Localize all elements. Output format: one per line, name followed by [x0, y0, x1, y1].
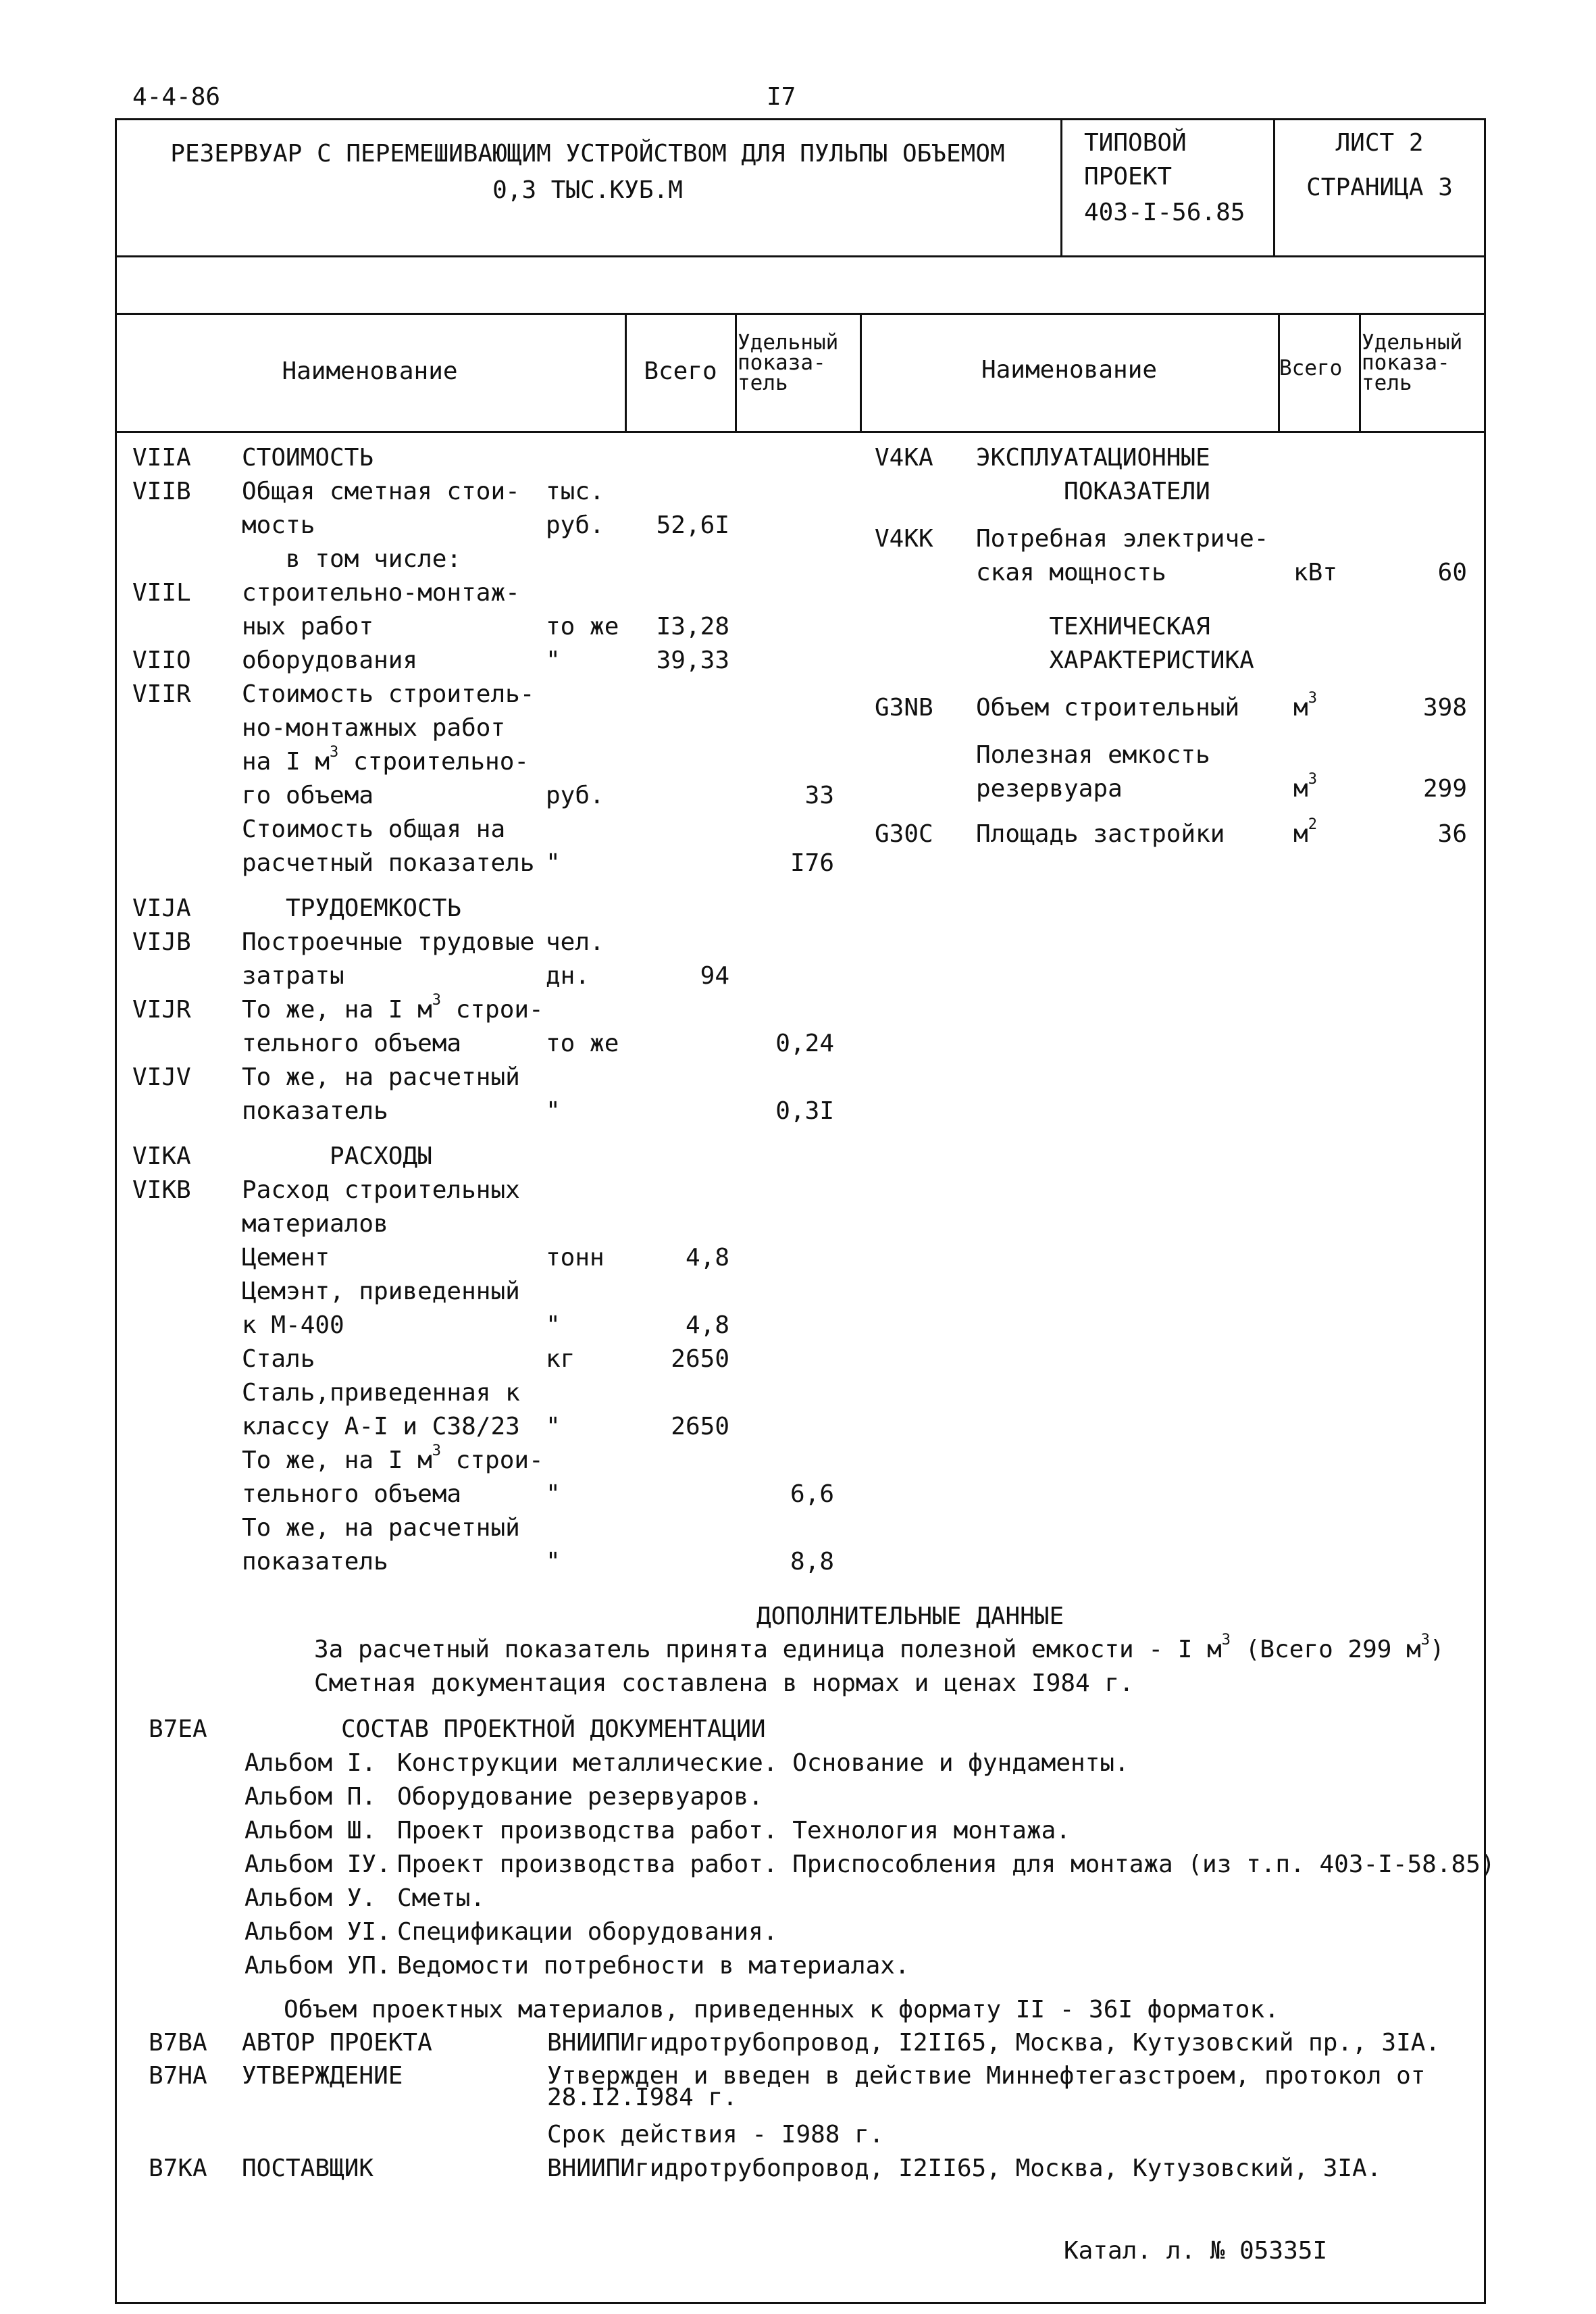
row-code: VIJA: [132, 895, 191, 922]
row-total: I3,28: [656, 613, 729, 640]
row-unit: руб.: [546, 511, 604, 539]
row-name: РАСХОДЫ: [242, 1142, 432, 1170]
row-name: Сталь,приведенная к: [242, 1379, 520, 1407]
col-spec-header-1: Удельный: [738, 330, 839, 355]
row-unit: ": [546, 849, 561, 877]
frame-right: [1484, 118, 1486, 2304]
album-label: Альбом I.: [244, 1749, 377, 1777]
additional-line-1: За расчетный показатель принята единица полезной емкости - I $м^3$ (Всего 299 $м^3$): [314, 1632, 1445, 1663]
row-name: Построечные трудовые: [242, 928, 535, 956]
page-number: I7: [767, 83, 796, 111]
approval-label: УТВЕРЖДЕНИЕ: [242, 2062, 403, 2090]
right-row-unit: кВт: [1293, 559, 1338, 586]
frame-top: [115, 118, 1486, 120]
frame-bottom: [115, 2302, 1486, 2304]
row-unit: ": [546, 1311, 561, 1339]
right-row-unit: $м^3$: [1293, 690, 1317, 722]
row-total: 39,33: [656, 647, 729, 674]
row-unit: руб.: [546, 782, 604, 809]
row-name: показатель: [242, 1097, 388, 1125]
right-row-unit: $м^2$: [1293, 816, 1317, 848]
row-name: затраты: [242, 962, 344, 990]
row-unit: чел.: [546, 928, 604, 956]
album-label: Альбом УП.: [244, 1952, 391, 1980]
album-title: Конструкции металлические. Основание и фундаменты.: [397, 1749, 1129, 1777]
right-row-name: ХАРАКТЕРИСТИКА: [976, 647, 1254, 674]
album-label: Альбом IУ.: [244, 1851, 391, 1878]
right-row-name: Площадь застройки: [976, 820, 1225, 848]
right-row-name: Объем строительный: [976, 694, 1240, 722]
supplier-text: ВНИИПИгидротрубопровод, I2II65, Москва, Кутузовский, 3IА.: [547, 2155, 1382, 2182]
right-row-code: V4KA: [875, 444, 933, 472]
row-unit: ": [546, 1480, 561, 1508]
supplier-code: В7КА: [149, 2155, 207, 2182]
row-name: То же, на расчетный: [242, 1514, 520, 1542]
row-unit: дн.: [546, 962, 590, 990]
album-title: Проект производства работ. Приспособления для монтажа (из т.п. 403-I-58.85): [397, 1851, 1495, 1878]
row-name: Стоимость общая на: [242, 815, 506, 843]
row-unit: тыс.: [546, 478, 604, 505]
composition-heading: СОСТАВ ПРОЕКТНОЙ ДОКУМЕНТАЦИИ: [341, 1715, 766, 1743]
row-name: Расход строительных: [242, 1176, 520, 1204]
album-title: Оборудование резервуаров.: [397, 1783, 763, 1811]
row-code: VIIR: [132, 680, 191, 708]
row-spec: 0,24: [775, 1030, 834, 1057]
row-spec: 0,3I: [775, 1097, 834, 1125]
album-label: Альбом У.: [244, 1884, 377, 1912]
col-spec-right-header-3: тель: [1362, 371, 1412, 395]
row-code: VIJV: [132, 1063, 191, 1091]
right-row-code: G3NB: [875, 694, 933, 722]
row-unit: ": [546, 1413, 561, 1440]
row-name: строительно-монтаж-: [242, 579, 520, 607]
album-label: Альбом УI.: [244, 1918, 391, 1946]
col-name-header: Наименование: [282, 357, 458, 385]
row-name: ных работ: [242, 613, 374, 640]
row-name: на I $м^3$ строительно-: [242, 744, 530, 776]
right-row-name: ЭКСПЛУАТАЦИОННЫЕ: [976, 444, 1210, 472]
row-name: То же, на I $м^3$ строи-: [242, 992, 544, 1024]
right-row-value: 36: [1437, 820, 1467, 848]
album-label: Альбом П.: [244, 1783, 377, 1811]
row-unit: тонн: [546, 1244, 604, 1272]
row-code: VIIL: [132, 579, 191, 607]
col-spec-right-header-1: Удельный: [1362, 330, 1463, 355]
right-row-name: ТЕХНИЧЕСКАЯ: [976, 613, 1210, 640]
row-name: Стоимость строитель-: [242, 680, 535, 708]
composition-code: В7ЕА: [149, 1715, 207, 1743]
row-name: мость: [242, 511, 315, 539]
row-unit: ": [546, 1097, 561, 1125]
row-code: VIIB: [132, 478, 191, 505]
col-name-right-header: Наименование: [981, 356, 1158, 384]
right-row-value: 299: [1422, 775, 1467, 803]
right-row-value: 398: [1422, 694, 1467, 722]
row-name: го объема: [242, 782, 374, 809]
author-text: ВНИИПИгидротрубопровод, I2II65, Москва, Кутузовский пр., 3IА.: [547, 2029, 1441, 2057]
col-total-right-header: Всего: [1279, 356, 1343, 380]
row-total: 2650: [671, 1413, 729, 1440]
album-title: Ведомости потребности в материалах.: [397, 1952, 910, 1980]
author-label: АВТОР ПРОЕКТА: [242, 2029, 432, 2057]
row-code: VIIA: [132, 444, 191, 472]
col-spec-header-2: показа-: [738, 351, 826, 375]
row-name: но-монтажных работ: [242, 714, 506, 742]
doc-title-line2: 0,3 ТЫС.КУБ.М: [492, 176, 683, 204]
row-name: оборудования: [242, 647, 418, 674]
row-total: 4,8: [685, 1311, 729, 1339]
right-row-name: ская мощность: [976, 559, 1166, 586]
col-spec-right-header-2: показа-: [1362, 351, 1450, 375]
right-row-code: G30C: [875, 820, 933, 848]
row-unit: то же: [546, 613, 619, 640]
right-row-name: ПОКАЗАТЕЛИ: [976, 478, 1210, 505]
page-label: СТРАНИЦА 3: [1306, 174, 1453, 201]
right-row-unit: $м^3$: [1293, 771, 1317, 803]
author-code: В7ВА: [149, 2029, 207, 2057]
project-label-1: ТИПОВОЙ: [1084, 129, 1187, 157]
supplier-label: ПОСТАВЩИК: [242, 2155, 374, 2182]
col-total-header: Всего: [644, 357, 717, 385]
album-label: Альбом Ш.: [244, 1817, 377, 1844]
row-spec: I76: [790, 849, 834, 877]
row-spec: 8,8: [790, 1548, 834, 1576]
additional-line-2: Сметная документация составлена в нормах и ценах I984 г.: [314, 1669, 1134, 1697]
album-title: Сметы.: [397, 1884, 486, 1912]
approval-text: Утвержден и введен в действие Миннефтегазстроем, протокол от: [547, 2062, 1426, 2090]
sheet-label: ЛИСТ 2: [1335, 129, 1424, 157]
row-name: То же, на расчетный: [242, 1063, 520, 1091]
right-row-name: Потребная электриче-: [976, 525, 1269, 553]
row-name: классу А-I и С38/23: [242, 1413, 520, 1440]
row-unit: ": [546, 1548, 561, 1576]
row-spec: 33: [804, 782, 834, 809]
row-name: СТОИМОСТЬ: [242, 444, 374, 472]
row-name: расчетный показатель: [242, 849, 535, 877]
validity-text: Срок действия - I988 г.: [547, 2121, 884, 2148]
catalog-number: Катал. л. № 05335I: [1064, 2237, 1328, 2265]
project-number: 403-I-56.85: [1084, 199, 1245, 226]
row-name: к М-400: [242, 1311, 344, 1339]
frame-left: [115, 118, 117, 2304]
approval-date: 28.I2.I984 г.: [547, 2084, 738, 2111]
right-row-code: V4KK: [875, 525, 933, 553]
row-spec: 6,6: [790, 1480, 834, 1508]
row-code: VIKB: [132, 1176, 191, 1204]
row-name: Цемэнт, приведенный: [242, 1278, 520, 1305]
row-unit: кг: [546, 1345, 575, 1373]
project-label-2: ПРОЕКТ: [1084, 163, 1173, 191]
row-code: VIIO: [132, 647, 191, 674]
row-code: VIKA: [132, 1142, 191, 1170]
row-name: То же, на I $м^3$ строи-: [242, 1442, 544, 1474]
album-title: Спецификации оборудования.: [397, 1918, 778, 1946]
row-code: VIJR: [132, 996, 191, 1024]
right-row-value: 60: [1437, 559, 1467, 586]
row-name: Общая сметная стои-: [242, 478, 520, 505]
additional-heading: ДОПОЛНИТЕЛЬНЫЕ ДАННЫЕ: [756, 1603, 1064, 1630]
doc-title-line1: РЕЗЕРВУАР С ПЕРЕМЕШИВАЮЩИМ УСТРОЙСТВОМ ДЛЯ ПУЛЬПЫ ОБЪЕМОМ: [170, 140, 1005, 168]
volume-note: Объем проектных материалов, приведенных к формату II - 36I форматок.: [284, 1996, 1279, 2023]
row-total: 52,6I: [656, 511, 729, 539]
right-row-name: резервуара: [976, 775, 1123, 803]
row-name: тельного объема: [242, 1030, 462, 1057]
row-unit: ": [546, 647, 561, 674]
approval-code: В7НА: [149, 2062, 207, 2090]
row-name: ТРУДОЕМКОСТЬ: [242, 895, 462, 922]
row-total: 94: [700, 962, 729, 990]
document-code: 4-4-86: [132, 83, 221, 111]
right-row-name: Полезная емкость: [976, 741, 1210, 769]
row-total: 2650: [671, 1345, 729, 1373]
row-name: тельного объема: [242, 1480, 462, 1508]
row-name: материалов: [242, 1210, 388, 1238]
row-name: показатель: [242, 1548, 388, 1576]
row-unit: то же: [546, 1030, 619, 1057]
row-name: Цемент: [242, 1244, 330, 1272]
col-spec-header-3: тель: [738, 371, 788, 395]
row-name: Сталь: [242, 1345, 315, 1373]
row-name: в том числе:: [242, 545, 462, 573]
row-total: 4,8: [685, 1244, 729, 1272]
row-code: VIJB: [132, 928, 191, 956]
album-title: Проект производства работ. Технология монтажа.: [397, 1817, 1071, 1844]
